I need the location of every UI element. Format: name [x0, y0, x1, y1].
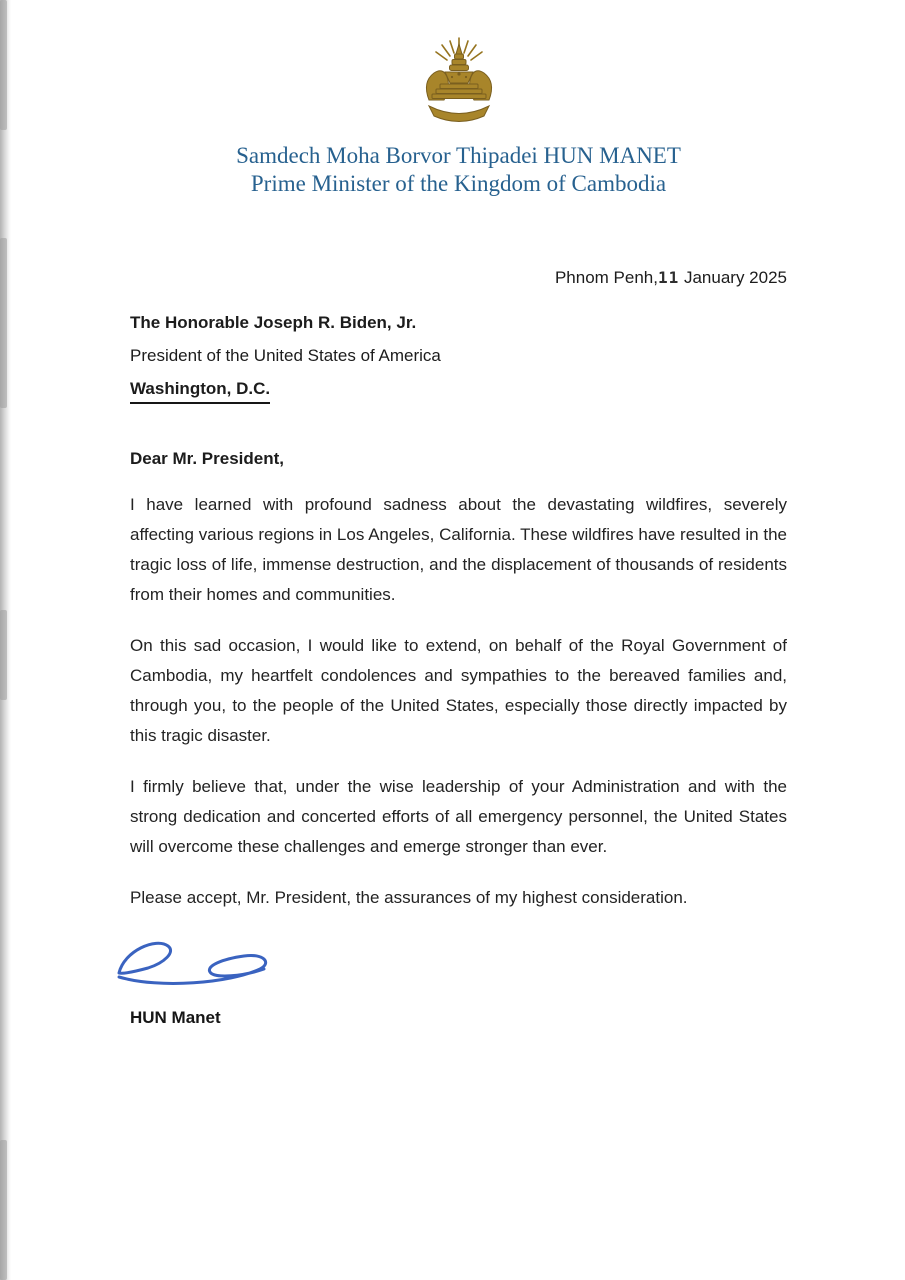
scan-smudge	[0, 0, 7, 130]
recipient-title: President of the United States of America	[130, 346, 441, 365]
body-paragraph: I have learned with profound sadness about the devastating wildfires, severely affecting various regions in Los Angeles, California. These wildfires have resulted in the tragic loss of life, immense destruction, and the displacement of thousands of residents from their homes and communities.	[130, 495, 787, 604]
letterhead-title-line2: Prime Minister of the Kingdom of Cambodia	[250, 171, 667, 196]
body-paragraph: Please accept, Mr. President, the assurances of my highest consideration.	[130, 888, 688, 907]
recipient-city: Washington, D.C.	[130, 377, 270, 404]
letter-content	[130, 0, 787, 1028]
signature-block	[130, 931, 787, 1028]
scan-smudge	[0, 238, 7, 408]
scan-smudge	[0, 610, 7, 700]
dateline	[130, 268, 787, 288]
royal-arms-of-cambodia-icon	[409, 30, 509, 130]
scan-smudge	[0, 1140, 7, 1280]
letterhead-title-line1: Samdech Moha Borvor Thipadei HUN MANET	[236, 143, 681, 168]
signatory-name: HUN Manet	[130, 1008, 221, 1027]
scan-edge-artifact	[0, 0, 11, 1280]
dateline-place: Phnom Penh,	[554, 268, 658, 287]
signature-ink-icon	[112, 931, 787, 998]
dateline-rest: January 2025	[683, 268, 787, 287]
letter-body	[130, 490, 787, 913]
body-paragraph: On this sad occasion, I would like to extend, on behalf of the Royal Government of Cambodia, my heartfelt condolences and sympathies to the bereaved families and, through you, to the people of the United States, especially those directly impacted by this tragic disaster.	[130, 636, 787, 745]
recipient-block	[130, 306, 787, 405]
recipient-name: The Honorable Joseph R. Biden, Jr.	[130, 313, 417, 332]
salutation: Dear Mr. President,	[130, 449, 285, 468]
dateline-day: 11	[657, 268, 680, 287]
body-paragraph: I firmly believe that, under the wise leadership of your Administration and with the strong dedication and concerted efforts of all emergency personnel, the United States will overcome these challenges and emerge stronger than ever.	[130, 777, 787, 856]
